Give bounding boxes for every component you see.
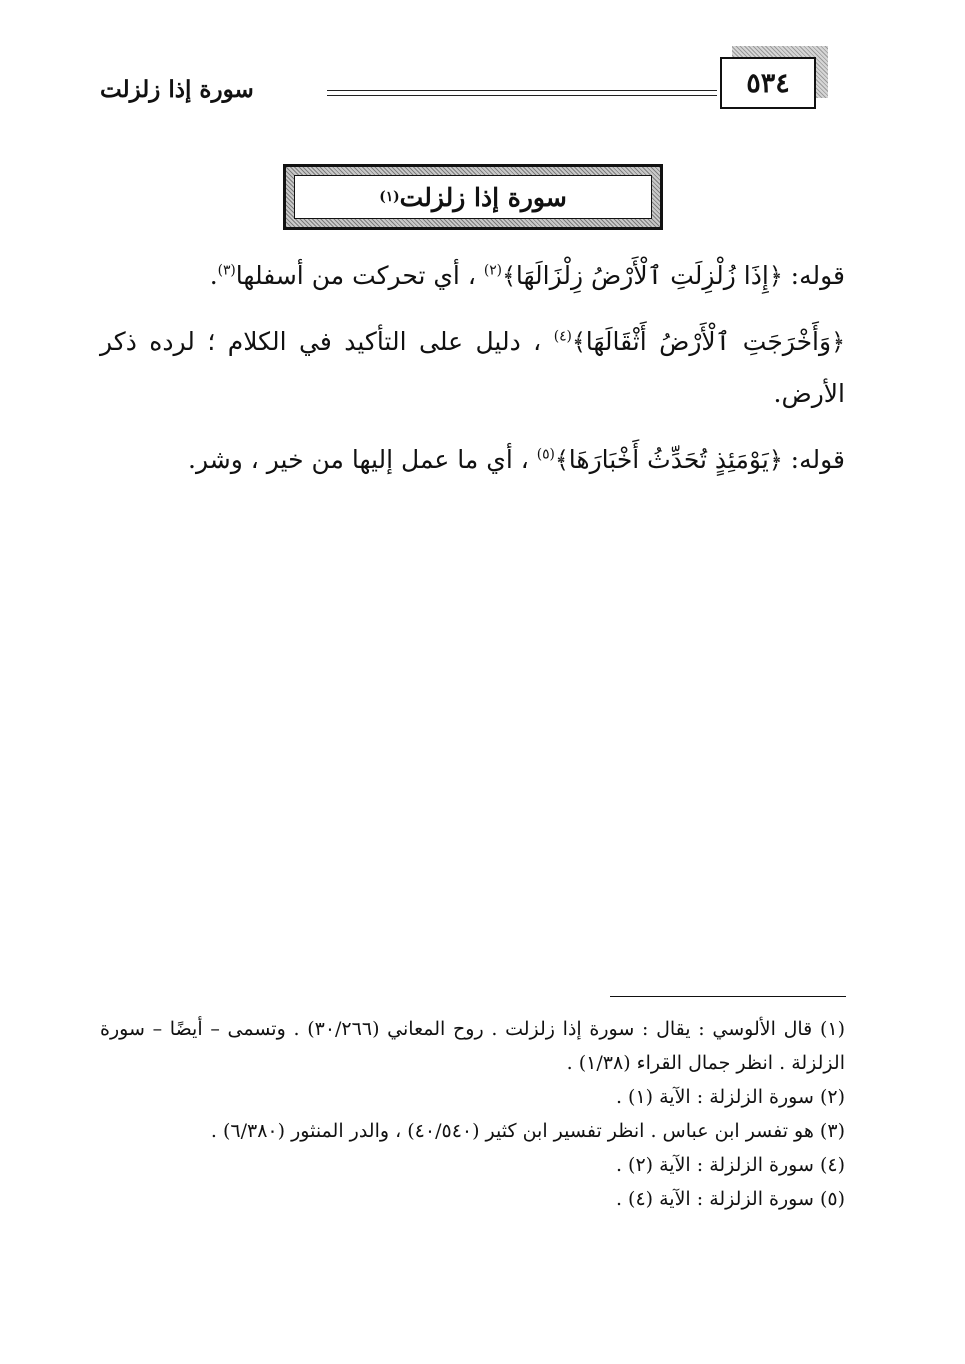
footnote-ref: (٣) bbox=[217, 262, 236, 279]
page-number-box bbox=[720, 46, 828, 110]
running-title: سورة إذا زلزلت bbox=[100, 76, 254, 103]
footnote-ref: (٢) bbox=[483, 262, 502, 279]
chapter-title-text: سورة إذا زلزلت bbox=[399, 182, 567, 212]
paragraph-1 bbox=[100, 250, 845, 302]
paragraph-intro: قوله: bbox=[782, 445, 845, 474]
quran-verse: إِذَا زُلْزِلَتِ ٱلْأَرْضُ زِلْزَالَهَا bbox=[515, 261, 769, 290]
ornate-bracket-open-icon: ﴿ bbox=[831, 328, 845, 356]
chapter-title: سورة إذا زلزلت (١) bbox=[294, 175, 652, 219]
footnote-ref: (٤) bbox=[553, 328, 572, 345]
footnote-ref: (٥) bbox=[536, 446, 555, 463]
paragraph-text: ، أي ما عمل إليها من خير ، وشر. bbox=[188, 445, 537, 474]
body-text bbox=[100, 250, 845, 500]
paragraph-end: . bbox=[209, 261, 218, 290]
footnote-4: (٤) سورة الزلزلة : الآية (٢) . bbox=[615, 1154, 845, 1176]
ornate-bracket-open-icon: ﴿ bbox=[768, 446, 783, 474]
footnote-1: (١) قال الألوسي : يقال : سورة إذا زلزلت . روح المعاني (٣٠/٢٦٦) . وتسمى – أيضًا – سورة الزلزلة . انظر جمال القراء (١/٣٨) . bbox=[100, 1018, 846, 1074]
ornate-bracket-close-icon: ﴾ bbox=[501, 262, 516, 290]
ornate-bracket-close-icon: ﴾ bbox=[554, 446, 569, 474]
footnotes bbox=[100, 1012, 845, 1216]
quran-verse: يَوْمَئِذٍ تُحَدِّثُ أَخْبَارَهَا bbox=[568, 445, 769, 474]
page-number: ٥٣٤ bbox=[720, 57, 816, 109]
footnote-5: (٥) سورة الزلزلة : الآية (٤) . bbox=[615, 1188, 845, 1210]
paragraph-3 bbox=[100, 434, 845, 486]
footnote-rule bbox=[610, 996, 846, 997]
paragraph-2 bbox=[100, 316, 845, 420]
ornate-bracket-open-icon: ﴿ bbox=[768, 262, 783, 290]
header-rule bbox=[327, 90, 717, 96]
footnote-3: (٣) هو تفسر ابن عباس . انظر تفسير ابن كثير (٤٠/٥٤٠) ، والدر المنثور (٦/٣٨٠) . bbox=[210, 1120, 845, 1142]
footnote-2: (٢) سورة الزلزلة : الآية (١) . bbox=[615, 1086, 845, 1108]
ornate-bracket-close-icon: ﴾ bbox=[571, 328, 586, 356]
quran-verse: وَأَخْرَجَتِ ٱلْأَرْضُ أَثْقَالَهَا bbox=[585, 327, 832, 356]
paragraph-text: ، دليل على التأكيد في الكلام ؛ لرده ذكر الأرض. bbox=[100, 327, 845, 408]
chapter-title-box bbox=[283, 164, 663, 230]
paragraph-text: ، أي تحركت من أسفلها bbox=[235, 261, 484, 290]
paragraph-intro: قوله: bbox=[782, 261, 845, 290]
